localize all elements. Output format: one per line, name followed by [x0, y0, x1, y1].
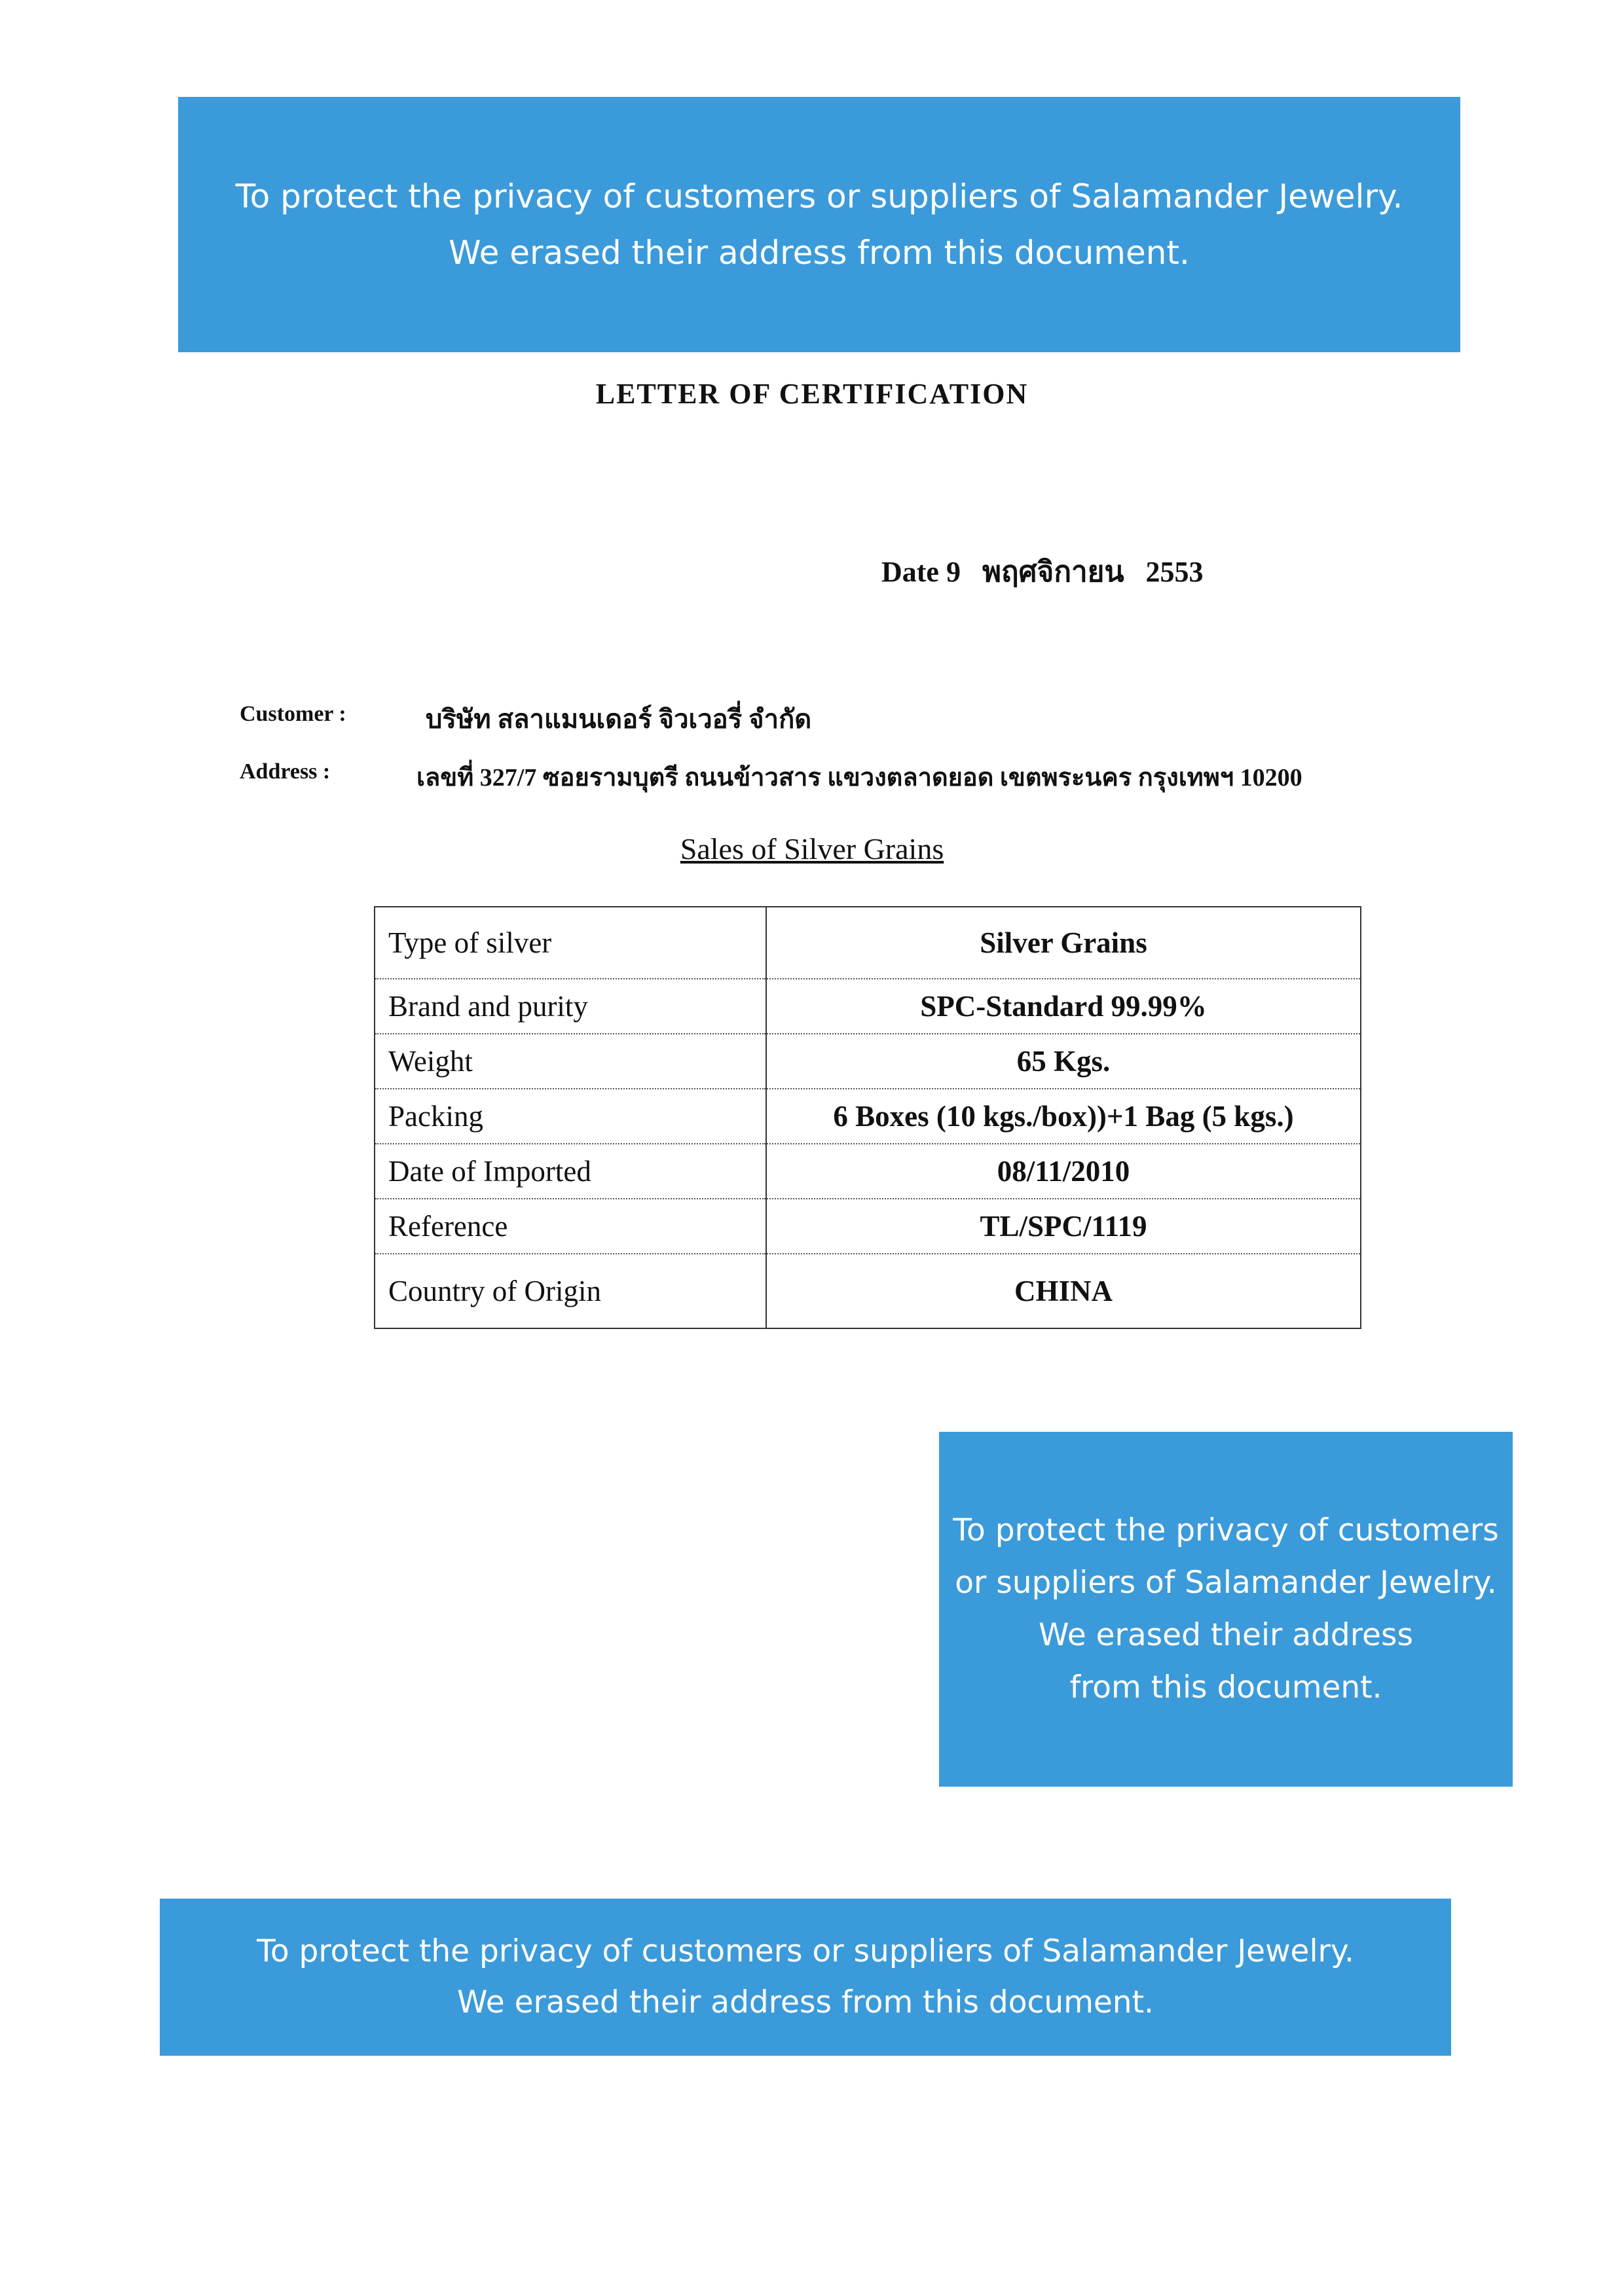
date-month: พฤศจิกายน [982, 556, 1124, 588]
customer-name: บริษัท สลาแมนเดอร์ จิวเวอรี่ จำกัด [426, 704, 812, 734]
table-row [375, 1089, 1361, 1144]
banner-text-line: We erased their address from this document. [449, 234, 1190, 272]
banner-text-line: We erased their address [1039, 1617, 1413, 1653]
row-label: Date of Imported [375, 1144, 766, 1199]
customer-label: Customer : [240, 702, 346, 726]
table-row [375, 979, 1361, 1034]
table-row [375, 1199, 1361, 1254]
banner-text-line: or suppliers of Salamander Jewelry. [955, 1565, 1497, 1601]
document-title: LETTER OF CERTIFICATION [595, 378, 1029, 410]
banner-text-line: To protect the privacy of customers or suppliers of Salamander Jewelry. [257, 1933, 1354, 1969]
banner-text-line: To protect the privacy of customers [953, 1512, 1499, 1548]
row-value: Silver Grains [766, 907, 1361, 979]
banner-text-line: from this document. [1069, 1669, 1382, 1705]
date-line [881, 549, 1218, 594]
table-row [375, 907, 1361, 979]
row-label: Reference [375, 1199, 766, 1254]
row-label: Packing [375, 1089, 766, 1144]
table-row [375, 1144, 1361, 1199]
date-year: 2553 [1145, 556, 1204, 588]
privacy-notice-banner-top [178, 97, 1460, 352]
table-row [375, 1254, 1361, 1328]
row-value: SPC-Standard 99.99% [766, 979, 1361, 1034]
row-value: TL/SPC/1119 [766, 1199, 1361, 1254]
privacy-notice-banner-middle [939, 1432, 1513, 1787]
section-title: Sales of Silver Grains [680, 832, 944, 866]
row-label: Country of Origin [375, 1254, 766, 1328]
banner-text-line: To protect the privacy of customers or suppliers of Salamander Jewelry. [235, 177, 1403, 215]
row-value: 65 Kgs. [766, 1034, 1361, 1089]
row-label: Weight [375, 1034, 766, 1089]
row-label: Type of silver [375, 907, 766, 979]
row-value: 08/11/2010 [766, 1144, 1361, 1199]
row-value: CHINA [1014, 1275, 1113, 1307]
address-value: เลขที่ 327/7 ซอยรามบุตรี ถนนข้าวสาร แขวงตลาดยอด เขตพระนคร กรุงเทพฯ 10200 [416, 764, 1302, 792]
row-label: Brand and purity [375, 979, 766, 1034]
banner-text-line: We erased their address from this document. [457, 1984, 1154, 2020]
row-value: 6 Boxes (10 kgs./box))+1 Bag (5 kgs.) [766, 1089, 1361, 1144]
privacy-notice-banner-bottom [160, 1899, 1451, 2056]
silver-specification-table [374, 906, 1361, 1329]
address-label: Address : [240, 759, 331, 784]
date-label: Date 9 [881, 556, 961, 588]
table-row [375, 1034, 1361, 1089]
